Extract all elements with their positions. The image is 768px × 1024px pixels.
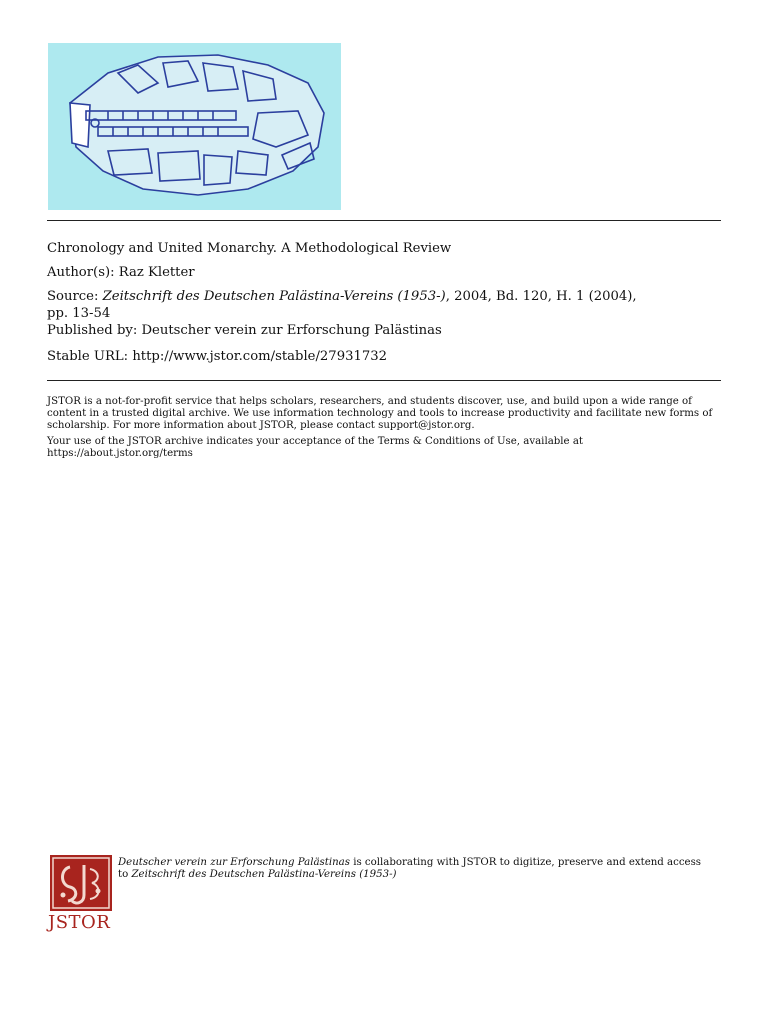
middle-divider <box>47 380 721 381</box>
source-label: Source: <box>47 289 99 304</box>
source-pages: pp. 13-54 <box>47 306 111 321</box>
source-line <box>47 288 723 322</box>
source-details: , 2004, Bd. 120, H. 1 (2004), <box>445 289 637 304</box>
top-divider <box>47 220 721 221</box>
publisher-name: Deutscher verein zur Erforschung Palästinas <box>141 323 442 338</box>
author-name: Raz Kletter <box>118 265 195 280</box>
collab-text: is collaborating with JSTOR to digitize, preserve and extend access to <box>118 857 702 880</box>
city-map-illustration <box>48 43 341 210</box>
jstor-logo-icon <box>50 855 112 911</box>
article-title: Chronology and United Monarchy. A Methodological Review <box>47 241 452 256</box>
terms-notice: Your use of the JSTOR archive indicates your acceptance of the Terms & Conditions of Use, available at https://about.jstor.org/terms <box>47 436 583 459</box>
author-line <box>47 264 723 281</box>
source-journal: Zeitschrift des Deutschen Palästina-Vereins (1953-) <box>102 289 446 304</box>
stable-url-label: Stable URL: <box>47 349 129 364</box>
jstor-logo-text: JSTOR <box>48 912 111 933</box>
collab-journal: Zeitschrift des Deutschen Palästina-Vereins (1953-) <box>131 869 397 880</box>
author-label: Author(s): <box>47 265 115 280</box>
stable-url-line <box>47 348 723 365</box>
jstor-notice: JSTOR is a not-for-profit service that helps scholars, researchers, and students discover, use, and build upon a wide range of content in a trusted digital archive. We use information technology and tools to increase productivity and facilitate new forms of scholarship. For more information about JSTOR, please contact support@jstor.org. <box>47 396 713 431</box>
cover-map-image <box>48 43 341 210</box>
publisher-label: Published by: <box>47 323 138 338</box>
collab-publisher: Deutscher verein zur Erforschung Palästinas <box>118 857 350 868</box>
publisher-line <box>47 322 723 339</box>
collaboration-statement <box>118 857 708 881</box>
stable-url-link[interactable]: http://www.jstor.com/stable/27931732 <box>132 349 388 364</box>
